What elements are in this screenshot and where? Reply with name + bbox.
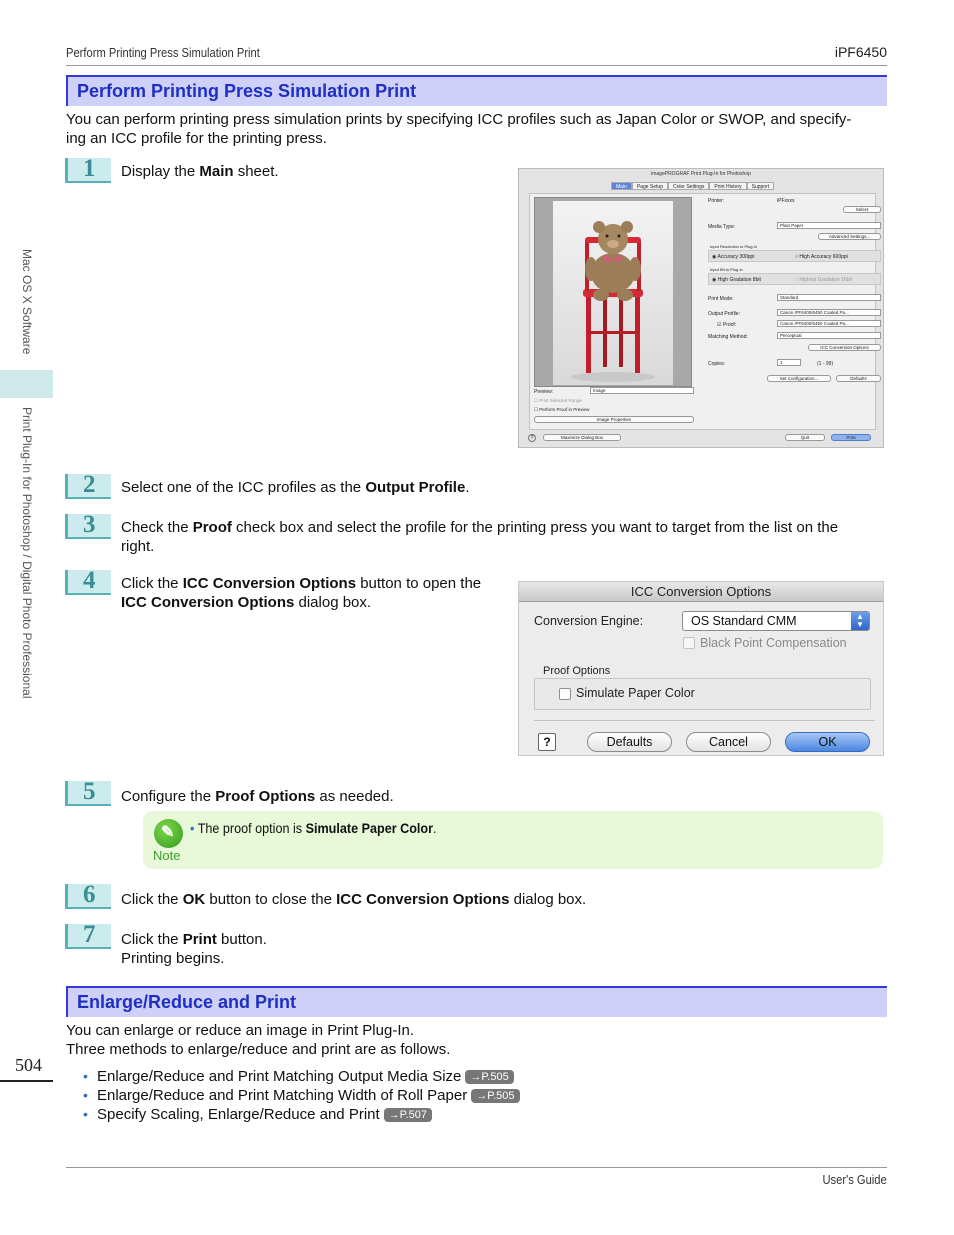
tab-print-history[interactable]: Print History [709, 182, 746, 190]
resolution-group [708, 250, 881, 262]
simulate-paper-checkbox[interactable] [559, 688, 571, 700]
proof-options-label: Proof Options [543, 665, 611, 677]
bit-group [708, 273, 881, 285]
proof-options-group [534, 678, 871, 710]
radio-16bit[interactable]: ○ Highest Gradation 16bit [795, 277, 852, 283]
maximize-dialog-button[interactable]: Maximize Dialog Box [543, 434, 621, 441]
side-tab-marker [0, 370, 53, 398]
section-title: Enlarge/Reduce and Print [77, 992, 297, 1012]
footer-label: User's Guide [822, 1172, 887, 1187]
ok-button[interactable]: OK [785, 732, 870, 752]
select-button[interactable]: Select [843, 206, 881, 213]
printer-label: Printer: [708, 198, 725, 204]
step-number-6: 6 [65, 884, 111, 909]
print-mode-select[interactable]: Standard [777, 294, 881, 301]
resolution-group-label: Input Resolution to Plug-in [710, 244, 757, 249]
step-3-text: Check the Proof check box and select the profile for the printing press you want to target from the list on the right. [121, 519, 839, 555]
preview-image [553, 201, 673, 385]
intro-line: ing an ICC profile for the printing press. [66, 130, 327, 147]
matching-method-label: Matching Method: [708, 334, 748, 340]
page-link[interactable]: →P.505 [471, 1089, 519, 1103]
bit-group-label: Input Bit to Plug-in [710, 267, 743, 272]
section2-intro [66, 1021, 888, 1059]
intro-line: Three methods to enlarge/reduce and print are as follows. [66, 1041, 451, 1058]
page-link[interactable]: →P.507 [384, 1108, 432, 1122]
method-list [83, 1067, 520, 1124]
quit-button[interactable]: Quit [785, 434, 825, 441]
select-arrows-icon: ▲ ▼ [851, 612, 869, 630]
preview-area [534, 197, 692, 387]
pencil-check-icon: ✎ [154, 819, 183, 848]
icc-conversion-options-button[interactable]: ICC Conversion Options [808, 344, 881, 351]
black-point-label: Black Point Compensation [700, 636, 847, 650]
section-heading-enlarge-reduce [66, 986, 887, 1017]
step-2-text: Select one of the ICC profiles as the Output Profile. [121, 479, 470, 496]
icc-conversion-options-dialog-screenshot [518, 581, 884, 756]
list-item: • Enlarge/Reduce and Print Matching Output Media Size →P.505 [83, 1067, 520, 1086]
cancel-button[interactable]: Cancel [686, 732, 771, 752]
output-profile-label: Output Profile: [708, 311, 740, 317]
copies-range: (1 - 99) [817, 361, 834, 367]
side-label-top: Mac OS X Software [20, 249, 34, 355]
plugin-main-sheet-screenshot [518, 168, 884, 448]
set-configuration-button[interactable]: Set Configuration... [767, 375, 831, 382]
main-panel [529, 193, 876, 430]
header-rule [66, 65, 887, 66]
radio-accuracy-600[interactable]: ○ High Accuracy 600ppi [795, 254, 848, 260]
radio-accuracy-300[interactable]: ◉ Accuracy 300ppi [712, 254, 755, 260]
print-button[interactable]: Print [831, 434, 871, 441]
preview-label: Preview: [534, 389, 554, 395]
defaults-button[interactable]: Defaults [836, 375, 881, 382]
page-link[interactable]: →P.505 [465, 1070, 513, 1084]
dialog-title: ICC Conversion Options [519, 582, 883, 602]
intro-line: You can enlarge or reduce an image in Print Plug-In. [66, 1022, 414, 1039]
output-profile-select[interactable]: Canon iPF6400/6450 Coated Pa... [777, 309, 881, 316]
page-number: 504 [15, 1055, 42, 1075]
window-title: imagePROGRAF Print Plug-In for Photoshop [651, 171, 751, 177]
step-5-text: Configure the Proof Options as needed. [121, 788, 394, 805]
copies-label: Copies: [708, 361, 725, 367]
running-header-model: iPF6450 [834, 44, 887, 60]
dialog-separator [534, 720, 875, 721]
black-point-checkbox[interactable] [683, 637, 695, 649]
side-label-bottom: Print Plug-In for Photoshop / Digital Photo Professional [20, 407, 34, 699]
preview-select[interactable]: Image [590, 387, 694, 394]
note-label: Note [153, 848, 181, 863]
radio-8bit[interactable]: ◉ High Gradation 8bit [712, 277, 761, 283]
conversion-engine-select[interactable]: OS Standard CMM ▲ ▼ [682, 611, 870, 631]
section-title: Perform Printing Press Simulation Print [77, 81, 417, 101]
media-type-label: Media Type: [708, 224, 736, 230]
printer-value: iPFxxxx [777, 198, 795, 204]
footer-rule [66, 1167, 887, 1168]
list-item: • Specify Scaling, Enlarge/Reduce and Print →P.507 [83, 1105, 520, 1124]
note-text: • The proof option is Simulate Paper Color. [190, 820, 437, 836]
note-box [143, 811, 883, 869]
proof-checkbox[interactable]: ☑ Proof: [717, 322, 737, 328]
proof-profile-select[interactable]: Canon iPF6400/6450 Coated Pa... [777, 320, 881, 327]
copies-input[interactable]: 1 [777, 359, 801, 366]
step-7-text: Click the Print button. Printing begins. [121, 931, 267, 967]
perform-proof-checkbox[interactable]: ☐ Perform Proof in Preview [534, 407, 590, 412]
print-selected-range-checkbox[interactable]: ☐ Print Selected Range [534, 398, 582, 403]
tab-main[interactable]: Main [611, 182, 632, 190]
tab-bar [611, 182, 774, 190]
running-header-title: Perform Printing Press Simulation Print [66, 45, 260, 60]
defaults-button[interactable]: Defaults [587, 732, 672, 752]
advanced-settings-button[interactable]: Advanced Settings... [818, 233, 881, 240]
matching-method-select[interactable]: Perceptual [777, 332, 881, 339]
step-number-3: 3 [65, 514, 111, 539]
simulate-paper-label: Simulate Paper Color [576, 686, 695, 700]
step-number-5: 5 [65, 781, 111, 806]
section1-intro [66, 110, 888, 148]
teddy-bear-chair-image [553, 201, 673, 385]
step-number-2: 2 [65, 474, 111, 499]
step-1-text: Display the Main sheet. [121, 163, 279, 180]
tab-color-settings[interactable]: Color Settings [668, 182, 709, 190]
list-item: • Enlarge/Reduce and Print Matching Width of Roll Paper →P.505 [83, 1086, 520, 1105]
tab-support[interactable]: Support [747, 182, 775, 190]
step-number-7: 7 [65, 924, 111, 949]
conversion-engine-label: Conversion Engine: [534, 614, 644, 628]
help-icon[interactable]: ? [528, 434, 536, 442]
help-icon[interactable]: ? [538, 733, 556, 751]
print-mode-label: Print Mode: [708, 296, 734, 302]
step-number-4: 4 [65, 570, 111, 595]
page-number-rule [0, 1080, 53, 1082]
tab-page-setup[interactable]: Page Setup [632, 182, 668, 190]
image-properties-button[interactable]: Image Properties [534, 416, 694, 423]
intro-line: You can perform printing press simulation prints by specifying ICC profiles such as Japan Color or SWOP, and specify- [66, 111, 852, 128]
media-type-select[interactable]: Plain Paper [777, 222, 881, 229]
step-number-1: 1 [65, 158, 111, 183]
section-heading-press-simulation [66, 75, 887, 106]
step-4-text: Click the ICC Conversion Options button to open the ICC Conversion Options dialog box. [121, 575, 482, 611]
step-6-text: Click the OK button to close the ICC Conversion Options dialog box. [121, 891, 587, 908]
